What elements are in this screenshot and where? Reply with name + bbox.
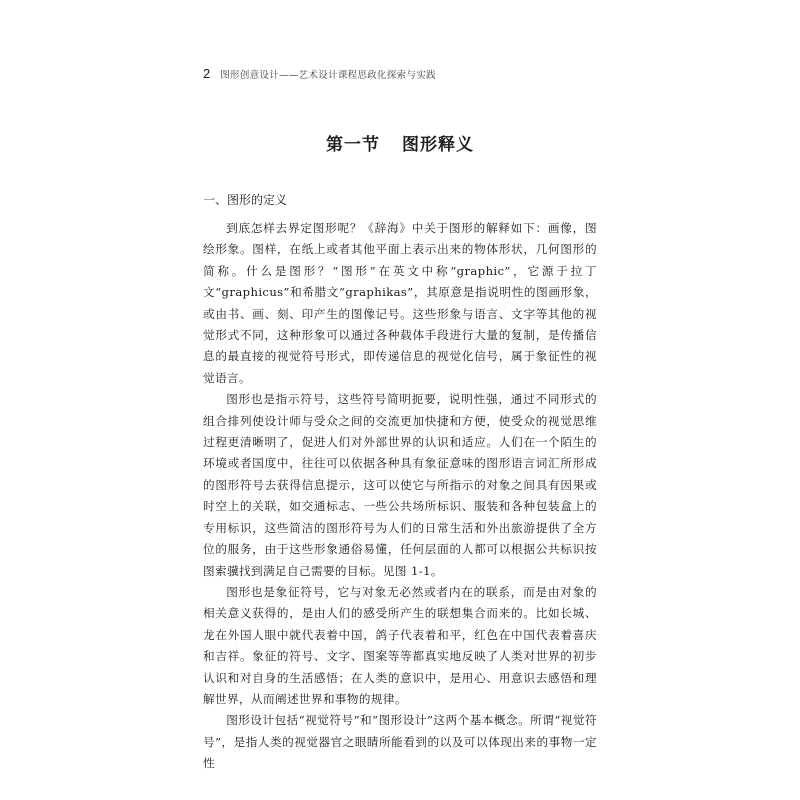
running-header bbox=[203, 66, 436, 81]
section-number: 第一节 bbox=[326, 135, 380, 155]
page-number: 2 bbox=[203, 66, 211, 81]
paragraph: 图形也是象征符号，它与对象无必然或者内在的联系，而是由对象的相关意义获得的，是由人们的感受所产生的联想集合而来的。比如长城、龙在外国人眼中就代表着中国，鸽子代表着和平，红色在中国代表着喜庆和吉祥。象征的符号、文字、图案等等都真实地反映了人类对世界的初步认识和对自身的生活感悟；在人类的意识中，是用心、用意识去感悟和理解世界，从而阐述世界和事物的规律。 bbox=[203, 584, 597, 706]
paragraph: 图形也是指示符号，这些符号简明扼要，说明性强，通过不同形式的组合排列使设计师与受众之间的交流更加快捷和方便，使受众的视觉思维过程更清晰明了，促进人们对外部世界的认识和适应。人们在一个陌生的环境或者国度中，往往可以依据各种具有象征意味的图形语言词汇所形成的图形符号去获得信息提示，这可以使它与所指示的对象之间具有因果或时空上的关联，如交通标志、一些公共场所标识、服装和各种包装盒上的专用标识，这些简洁的图形符号为人们的日常生活和外出旅游提供了全方位的服务，由于这些形象通俗易懂，任何层面的人都可以根据公共标识按图索骥找到满足自己需要的目标。见图 1-1。 bbox=[203, 392, 597, 578]
paragraph: 图形设计包括“视觉符号”和“图形设计”这两个基本概念。所谓“视觉符号”，是指人类的视觉器官之眼睛所能看到的以及可以体现出来的事物一定性 bbox=[203, 713, 597, 771]
body-text bbox=[203, 218, 597, 775]
section-title bbox=[0, 130, 800, 155]
subheading: 一、图形的定义 bbox=[203, 193, 288, 207]
section-heading: 图形释义 bbox=[402, 135, 474, 155]
paragraph: 到底怎样去界定图形呢？《辞海》中关于图形的解释如下：画像，图绘形象。图样，在纸上或者其他平面上表示出来的物体形状，几何图形的简称。什么是图形？“图形”在英文中称“graphic”，它源于拉丁文“graphicus”和希腊文“graphikas”，其原意是指说明性的图画形象，或由书、画、刻、印产生的图像记号。这些形象与语言、文字等其他的视觉形式不同，这种形象可以通过各种载体手段进行大量的复制，是传播信息的最直接的视觉符号形式，即传递信息的视觉化信号，属于象征性的视觉语言。 bbox=[203, 221, 597, 385]
running-title: 图形创意设计——艺术设计课程思政化探索与实践 bbox=[220, 70, 436, 81]
